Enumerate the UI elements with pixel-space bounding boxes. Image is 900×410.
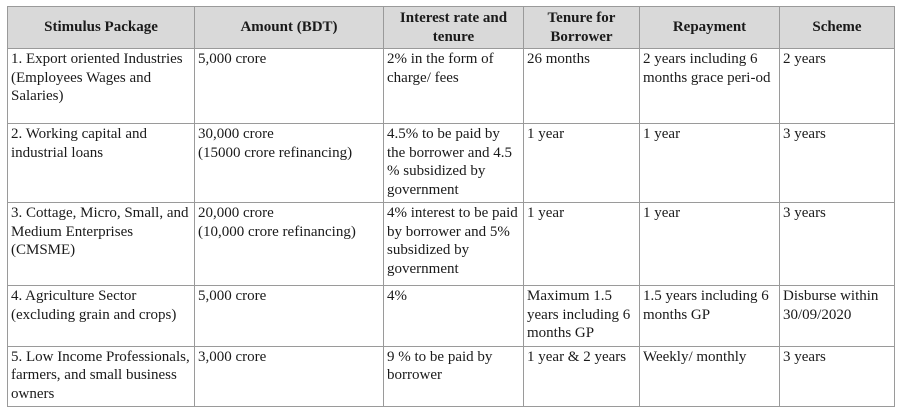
cell-repayment: 1 year — [640, 203, 780, 286]
cell-scheme: 3 years — [780, 203, 895, 286]
table-row — [8, 124, 895, 203]
table-row — [8, 346, 895, 407]
cell-repayment: 2 years including 6 months grace peri-od — [640, 49, 780, 124]
cell-scheme: 2 years — [780, 49, 895, 124]
cell-package: 5. Low Income Professionals, farmers, and small business owners — [8, 346, 195, 407]
cell-interest: 4.5% to be paid by the borrower and 4.5 % subsidized by government — [384, 124, 524, 203]
cell-amount: 5,000 crore — [195, 286, 384, 347]
cell-package: 2. Working capital and industrial loans — [8, 124, 195, 203]
cell-interest: 2% in the form of charge/ fees — [384, 49, 524, 124]
table-row — [8, 286, 895, 347]
cell-amount: 30,000 crore (15000 crore refinancing) — [195, 124, 384, 203]
table-row — [8, 203, 895, 286]
cell-scheme: 3 years — [780, 124, 895, 203]
stimulus-table-container — [7, 6, 895, 407]
stimulus-package-table — [7, 6, 895, 407]
cell-interest: 4% — [384, 286, 524, 347]
cell-package: 3. Cottage, Micro, Small, and Medium Enterprises (CMSME) — [8, 203, 195, 286]
cell-repayment: 1 year — [640, 124, 780, 203]
cell-repayment: 1.5 years including 6 months GP — [640, 286, 780, 347]
header-interest-rate: Interest rate and tenure — [384, 7, 524, 49]
cell-amount: 3,000 crore — [195, 346, 384, 407]
table-row — [8, 49, 895, 124]
cell-amount: 20,000 crore (10,000 crore refinancing) — [195, 203, 384, 286]
cell-tenure: 1 year — [524, 203, 640, 286]
header-amount: Amount (BDT) — [195, 7, 384, 49]
cell-interest: 4% interest to be paid by borrower and 5% subsidized by government — [384, 203, 524, 286]
header-repayment: Repayment — [640, 7, 780, 49]
cell-scheme: 3 years — [780, 346, 895, 407]
header-scheme: Scheme — [780, 7, 895, 49]
cell-tenure: 1 year — [524, 124, 640, 203]
cell-repayment: Weekly/ monthly — [640, 346, 780, 407]
cell-scheme: Disburse within 30/09/2020 — [780, 286, 895, 347]
header-tenure-borrower: Tenure for Borrower — [524, 7, 640, 49]
cell-tenure: Maximum 1.5 years including 6 months GP — [524, 286, 640, 347]
header-stimulus-package: Stimulus Package — [8, 7, 195, 49]
cell-interest: 9 % to be paid by borrower — [384, 346, 524, 407]
cell-tenure: 1 year & 2 years — [524, 346, 640, 407]
cell-tenure: 26 months — [524, 49, 640, 124]
cell-amount: 5,000 crore — [195, 49, 384, 124]
cell-package: 1. Export oriented Industries (Employees Wages and Salaries) — [8, 49, 195, 124]
cell-package: 4. Agriculture Sector (excluding grain and crops) — [8, 286, 195, 347]
table-header-row — [8, 7, 895, 49]
